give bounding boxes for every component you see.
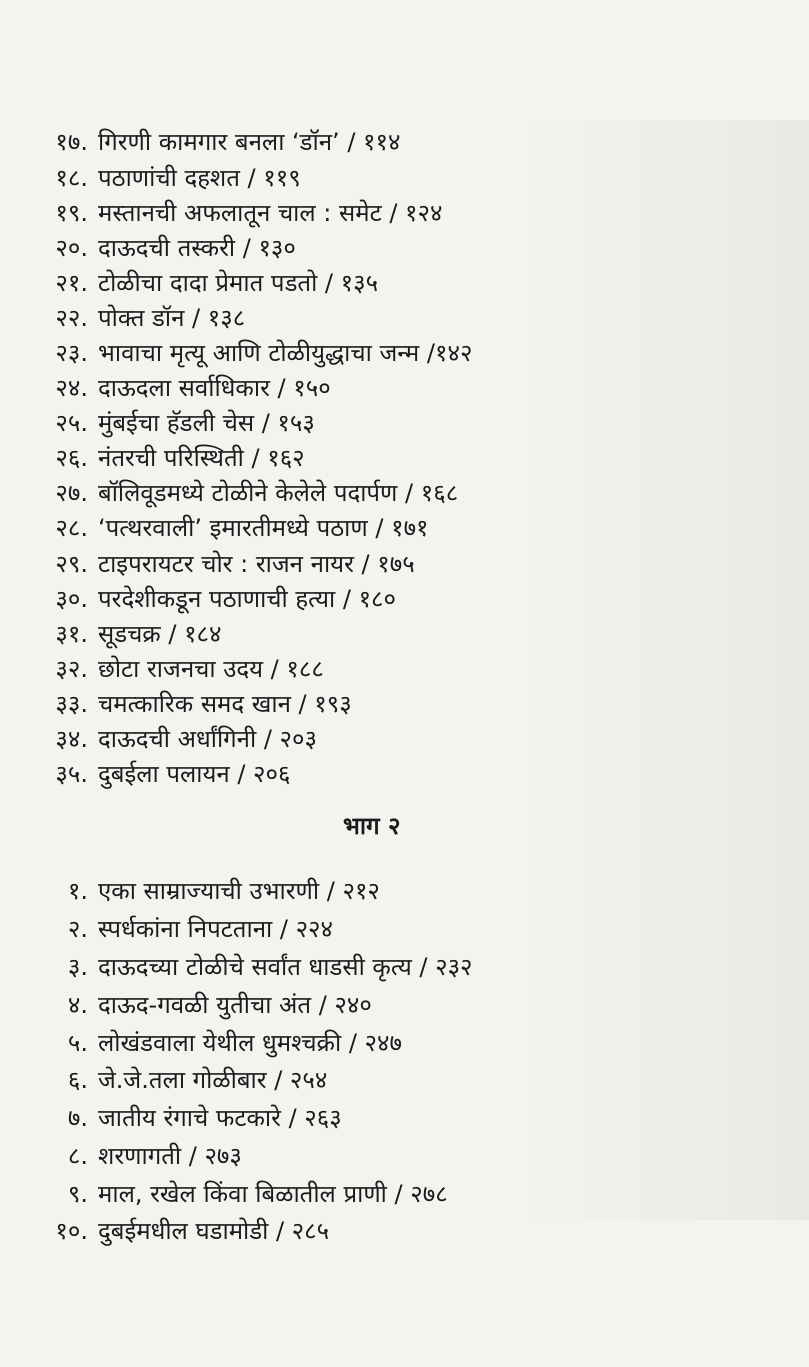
toc-entry-number: ३४. [55,725,88,753]
toc-entry [0,654,324,684]
toc-entry-number: ३. [67,953,88,981]
toc-entry-title: दाऊदला सर्वाधिकार / १५० [98,374,331,402]
toc-entry-number: ९. [67,1180,88,1208]
toc-entry [0,338,472,368]
toc-entry-title: टोळीचा दादा प्रेमात पडतो / १३५ [98,269,379,297]
toc-entry-number: २५. [55,409,88,437]
toc-entry-number: ३२. [55,655,88,683]
bleed-through-shadow [520,120,809,1220]
toc-entry-title: मुंबईचा हॅडली चेस / १५३ [98,409,315,437]
toc-entry-title: दाऊदच्या टोळीचे सर्वांत धाडसी कृत्य / २३२ [98,953,473,981]
toc-entry-number: २०. [55,234,88,262]
toc-entry-number: २९. [55,550,88,578]
toc-entry-title: जातीय रंगाचे फटकारे / २६३ [98,1104,342,1132]
toc-entry [0,584,396,614]
toc-entry-number: १. [67,877,88,905]
toc-entry [0,1179,448,1209]
toc-entry [0,1216,329,1246]
toc-entry-number: ३३. [55,690,88,718]
toc-entry-title: पठाणांची दहशत / ११९ [98,164,301,192]
toc-entry-title: चमत्कारिक समद खान / १९३ [98,690,352,718]
toc-entry-title: दुबईमधील घडामोडी / २८५ [98,1217,330,1245]
toc-entry-title: दुबईला पलायन / २०६ [98,760,291,788]
toc-entry-title: गिरणी कामगार बनला ‘डॉन’ / ११४ [98,128,401,156]
toc-entry [0,513,429,543]
toc-entry [0,689,352,719]
toc-entry-title: भावाचा मृत्यू आणि टोळीयुद्धाचा जन्म /१४२ [98,339,473,367]
toc-entry-number: १०. [55,1217,88,1245]
toc-entry-title: मस्तानची अफलातून चाल : समेट / १२४ [98,199,443,227]
toc-entry-number: २८. [55,514,88,542]
toc-entry-number: २६. [55,444,88,472]
toc-entry-number: ४. [67,991,88,1019]
toc-entry-title: दाऊदची अर्धांगिनी / २०३ [98,725,317,753]
toc-entry [0,373,331,403]
toc-entry-number: ८. [67,1142,88,1170]
toc-entry [0,759,291,789]
toc-entry-number: २२. [55,304,88,332]
toc-entry [0,163,301,193]
toc-entry [0,233,296,263]
toc-entry-title: शरणागती / २७३ [98,1142,242,1170]
toc-entry [0,268,378,298]
toc-entry-number: १८. [55,164,88,192]
toc-entry-number: २७. [55,479,88,507]
toc-entry-number: २१. [55,269,88,297]
toc-entry-number: १७. [55,128,88,156]
toc-entry [0,198,442,228]
toc-entry-number: ३१. [55,620,88,648]
toc-entry-number: ५. [67,1029,88,1057]
toc-entry [0,724,317,754]
toc-entry [0,1103,342,1133]
toc-entry-number: २४. [55,374,88,402]
toc-entry [0,619,222,649]
toc-entry-number: २३. [55,339,88,367]
toc-entry [0,127,400,157]
toc-entry-title: जे.जे.तला गोळीबार / २५४ [98,1066,328,1094]
toc-entry [0,408,315,438]
toc-entry-title: लोखंडवाला येथील धुमश्चक्री / २४७ [98,1029,402,1057]
toc-entry [0,1028,402,1058]
toc-entry-title: टाइपरायटर चोर : राजन नायर / १७५ [98,550,415,578]
toc-entry-number: ६. [67,1066,88,1094]
toc-entry-number: २. [67,915,88,943]
toc-entry-number: ३०. [55,585,88,613]
toc-entry [0,990,372,1020]
toc-entry-number: ७. [67,1104,88,1132]
toc-entry-title: बॉलिवूडमध्ये टोळीने केलेले पदार्पण / १६८ [98,479,459,507]
toc-entry-title: एका साम्राज्याची उभारणी / २१२ [98,877,380,905]
toc-entry [0,876,380,906]
toc-entry [0,443,305,473]
toc-entry [0,303,245,333]
toc-entry-title: ‘पत्थरवाली’ इमारतीमध्ये पठाण / १७१ [98,514,429,542]
toc-entry-number: १९. [55,199,88,227]
toc-entry-title: दाऊद-गवळी युतीचा अंत / २४० [98,991,372,1019]
toc-entry-title: छोटा राजनचा उदय / १८८ [98,655,324,683]
toc-entry-number: ३५. [55,760,88,788]
toc-entry [0,952,473,982]
toc-entry [0,914,333,944]
toc-entry-title: परदेशीकडून पठाणाची हत्या / १८० [98,585,397,613]
toc-entry-title: नंतरची परिस्थिती / १६२ [98,444,305,472]
toc-entry-title: दाऊदची तस्करी / १३० [98,234,296,262]
toc-entry [0,478,458,508]
toc-entry [0,549,415,579]
toc-entry-title: सूडचक्र / १८४ [98,620,222,648]
toc-entry-title: पोक्त डॉन / १३८ [98,304,246,332]
part-2-heading: भाग २ [343,812,401,840]
toc-entry [0,1141,242,1171]
toc-entry-title: माल, रखेल किंवा बिळातील प्राणी / २७८ [98,1180,448,1208]
toc-entry-title: स्पर्धकांना निपटताना / २२४ [98,915,334,943]
toc-entry [0,1065,327,1095]
